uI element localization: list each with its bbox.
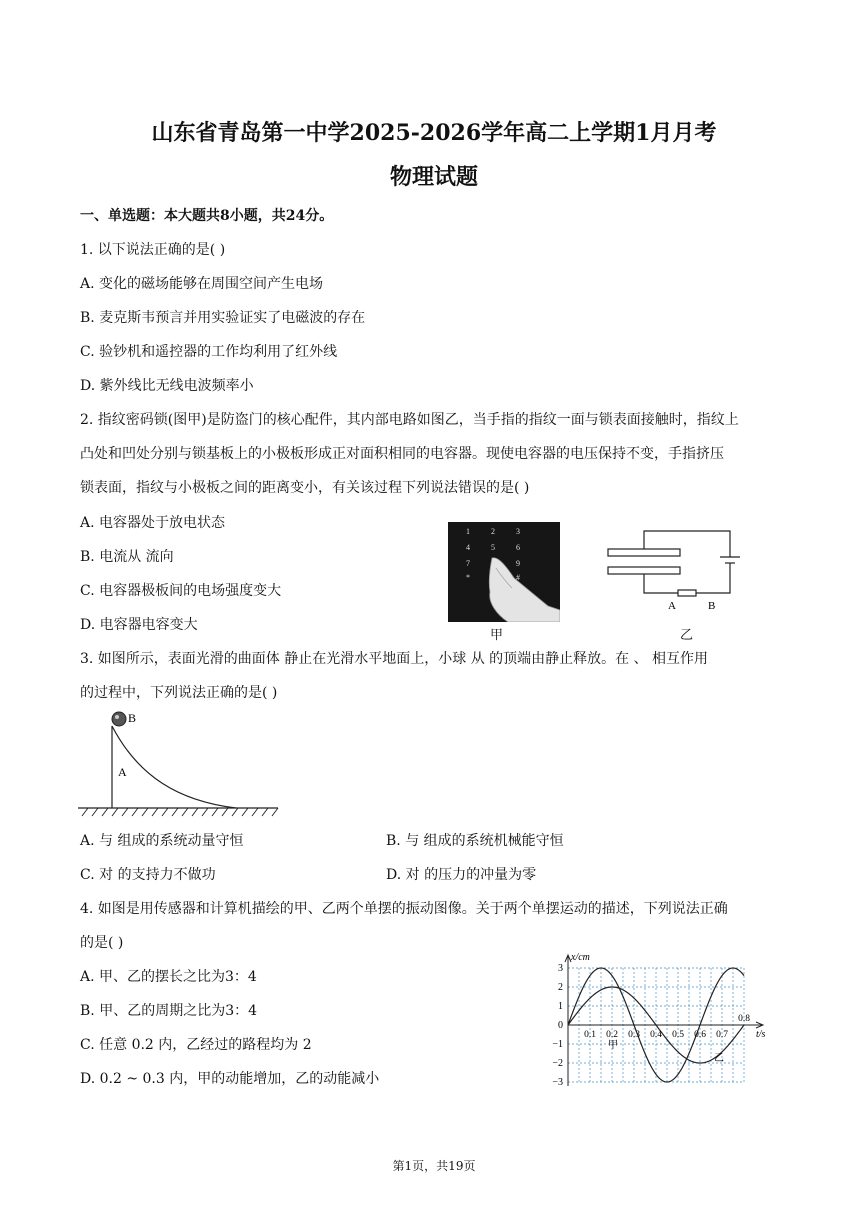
q2-option-d: D. 电容器电容变大 — [80, 617, 198, 633]
keypad-key: * — [466, 573, 470, 582]
q3-option-d: D. 对 的压力的冲量为零 — [386, 867, 537, 883]
figure-label-yi: 乙 — [680, 628, 694, 643]
q2-stem-line3: 锁表面，指纹与小极板之间的距离变小，有关该过程下列说法错误的是( ) — [80, 480, 530, 496]
y-tick-label: 1 — [558, 1001, 563, 1012]
q4-option-d: D. 0.2 ~ 0.3 内，甲的动能增加，乙的动能减小 — [80, 1071, 380, 1087]
q4-option-b: B. 甲、乙的周期之比为3：4 — [80, 1003, 258, 1019]
x-tick-label: 0.3 — [628, 1030, 640, 1040]
q2-option-b: B. 电流从 流向 — [80, 549, 174, 565]
x-tick-label: 0.6 — [694, 1030, 706, 1040]
q3-option-b: B. 与 组成的系统机械能守恒 — [386, 833, 564, 849]
y-tick-label: 3 — [558, 963, 563, 974]
y-tick-label: 0 — [558, 1020, 563, 1031]
x-axis-label: t/s — [756, 1029, 766, 1040]
q4-option-a: A. 甲、乙的摆长之比为3：4 — [80, 969, 257, 985]
x-tick-label: 0.1 — [584, 1030, 596, 1040]
series-label-yi: 乙 — [714, 1053, 724, 1065]
series-label-jia: 甲 — [608, 1039, 618, 1051]
point-b-label: B — [708, 600, 716, 612]
y-tick-label: −1 — [552, 1039, 563, 1050]
section-heading: 一、单选题：本大题共8小题，共24分。 — [80, 208, 334, 224]
keypad-key: 7 — [466, 559, 470, 568]
q3-stem-line1: 3. 如图所示，表面光滑的曲面体 静止在光滑水平地面上，小球 从 的顶端由静止释放。在 、 相互作用 — [80, 651, 709, 667]
q2-stem-line1: 2. 指纹密码锁(图甲)是防盗门的核心配件，其内部电路如图乙，当手指的指纹一面与锁表面接触时，指纹上 — [80, 412, 739, 428]
x-tick-label: 0.7 — [716, 1030, 728, 1040]
q2-option-c: C. 电容器极板间的电场强度变大 — [80, 583, 282, 599]
q1-option-a: A. 变化的磁场能够在周围空间产生电场 — [80, 276, 324, 292]
capacitor-plate-top — [608, 549, 680, 556]
q3-stem-line2: 的过程中，下列说法正确的是( ) — [80, 685, 278, 701]
capacitor-circuit-diagram — [600, 525, 750, 620]
q1-option-d: D. 紫外线比无线电波频率小 — [80, 378, 254, 394]
ball-label-b: B — [128, 711, 137, 725]
page-footer: 第1页，共19页 — [392, 1159, 476, 1173]
resistor-icon — [678, 590, 696, 596]
oscillation-chart — [540, 948, 780, 1098]
capacitor-plate-bottom — [608, 567, 680, 574]
page-subtitle: 物理试题 — [389, 164, 478, 190]
keypad-key: 6 — [516, 543, 520, 552]
figure-label-jia: 甲 — [490, 628, 504, 643]
block-label-a: A — [118, 765, 127, 779]
y-axis-label: x/cm — [571, 952, 590, 963]
keypad-key: 3 — [516, 527, 520, 536]
keypad-key: 1 — [466, 527, 470, 536]
point-a-label: A — [668, 600, 676, 612]
x-tick-label: 0.8 — [738, 1014, 750, 1024]
keypad-key: 2 — [491, 527, 495, 536]
x-tick-label: 0.5 — [672, 1030, 684, 1040]
q1-option-b: B. 麦克斯韦预言并用实验证实了电磁波的存在 — [80, 310, 366, 326]
x-tick-label: 0.2 — [606, 1030, 618, 1040]
fingerprint-lock-photo — [448, 522, 560, 622]
q1-stem: 1. 以下说法正确的是( ) — [80, 242, 226, 258]
q3-option-c: C. 对 的支持力不做功 — [80, 867, 216, 883]
q2-option-a: A. 电容器处于放电状态 — [80, 515, 226, 531]
q4-stem-line1: 4. 如图是用传感器和计算机描绘的甲、乙两个单摆的振动图像。关于两个单摆运动的描述，下列说法正确 — [80, 901, 728, 917]
page-title: 山东省青岛第一中学2025-2026学年高二上学期1月月考 — [151, 120, 717, 146]
ball-b-icon — [112, 712, 126, 726]
y-tick-label: −3 — [552, 1077, 563, 1088]
curved-surface — [112, 726, 236, 808]
y-tick-label: 2 — [558, 982, 563, 993]
keypad-key: 5 — [491, 543, 495, 552]
curved-block-diagram — [78, 706, 283, 821]
y-tick-label: −2 — [552, 1058, 563, 1069]
q3-option-a: A. 与 组成的系统动量守恒 — [80, 833, 244, 849]
q2-stem-line2: 凸处和凹处分别与锁基板上的小极板形成正对面积相同的电容器。现使电容器的电压保持不变，手指挤压 — [80, 446, 724, 462]
x-tick-label: 0.4 — [650, 1030, 662, 1040]
keypad-key: # — [516, 573, 520, 582]
q4-stem-line2: 的是( ) — [80, 935, 124, 951]
q4-option-c: C. 任意 0.2 内，乙经过的路程均为 2 — [80, 1037, 312, 1053]
keypad-key: 9 — [516, 559, 520, 568]
keypad-key: 4 — [466, 543, 470, 552]
q1-option-c: C. 验钞机和遥控器的工作均利用了红外线 — [80, 344, 338, 360]
